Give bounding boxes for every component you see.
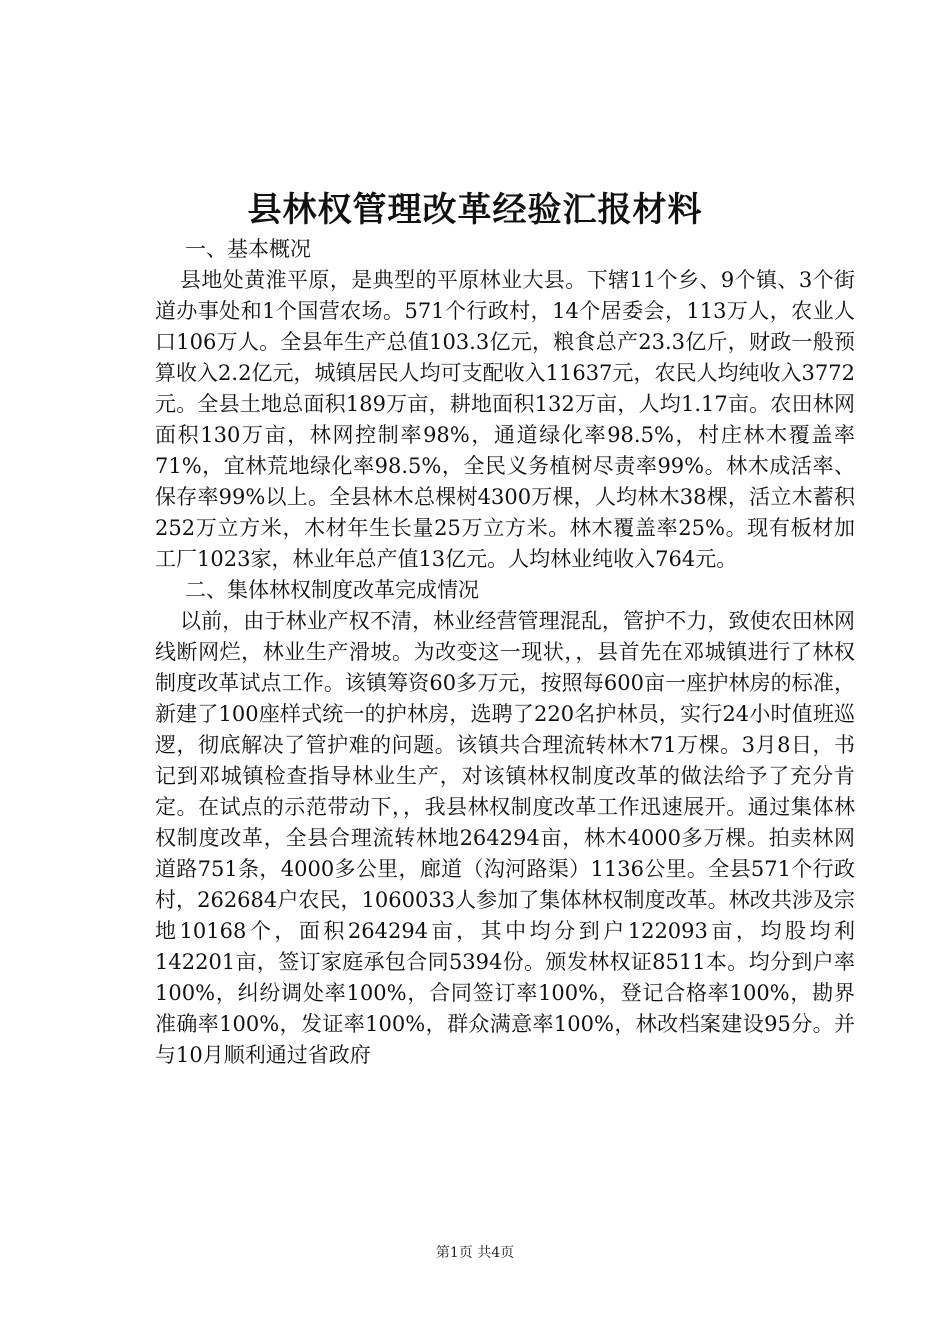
- document-body: [155, 234, 855, 1071]
- document-title: 县林权管理改革经验汇报材料: [247, 190, 703, 230]
- section-heading-overview: 一、基本概况: [185, 237, 311, 261]
- section-heading-reform: 二、集体林权制度改革完成情况: [185, 578, 479, 602]
- section-paragraph-overview: 县地处黄淮平原，是典型的平原林业大县。下辖11个乡、9个镇、3个街道办事处和1个国营农场。571个行政村，14个居委会，113万人，农业人口106万人。全县年生产总值103.3亿元，粮食总产23.3亿斤，财政一般预算收入2.2亿元，城镇居民人均可支配收入11637元，农民人均纯收入3772元。全县土地总面积189万亩，耕地面积132万亩，人均1.17亩。农田林网面积130万亩，林网控制率98%，通道绿化率98.5%，村庄林木覆盖率71%，宜林荒地绿化率98.5%，全民义务植树尽责率99%。林木成活率、保存率99%以上。全县林木总棵树4300万棵，人均林木38棵，活立木蓄积252万立方米，木材年生长量25万立方米。林木覆盖率25%。现有板材加工厂1023家，林业年总产值13亿元。人均林业纯收入764元。: [155, 268, 855, 571]
- section-paragraph-reform: 以前，由于林业产权不清，林业经营管理混乱，管护不力，致使农田林网线断网烂，林业生产滑坡。为改变这一现状，，县首先在邓城镇进行了林权制度改革试点工作。该镇筹资60多万元，按照每600亩一座护林房的标准，新建了100座样式统一的护林房，选聘了220名护林员，实行24小时值班巡逻，彻底解决了管护难的问题。该镇共合理流转林木71万棵。3月8日，书记到邓城镇检查指导林业生产，对该镇林权制度改革的做法给予了充分肯定。在试点的示范带动下，，我县林权制度改革工作迅速展开。通过集体林权制度改革，全县合理流转林地264294亩，林木4000多万棵。拍卖林网道路751条，4000多公里，廊道（沟河路渠）1136公里。全县571个行政村，262684户农民，1060033人参加了集体林权制度改革。林改共涉及宗地10168个，面积264294亩，其中均分到户122093亩，均股均利142201亩，签订家庭承包合同5394份。颁发林权证8511本。均分到户率100%，纠纷调处率100%，合同签订率100%，登记合格率100%，勘界准确率100%，发证率100%，群众满意率100%，林改档案建设95分。并与10月顺利通过省政府: [155, 609, 855, 1067]
- page-number-footer: 第1页 共4页: [435, 1245, 515, 1261]
